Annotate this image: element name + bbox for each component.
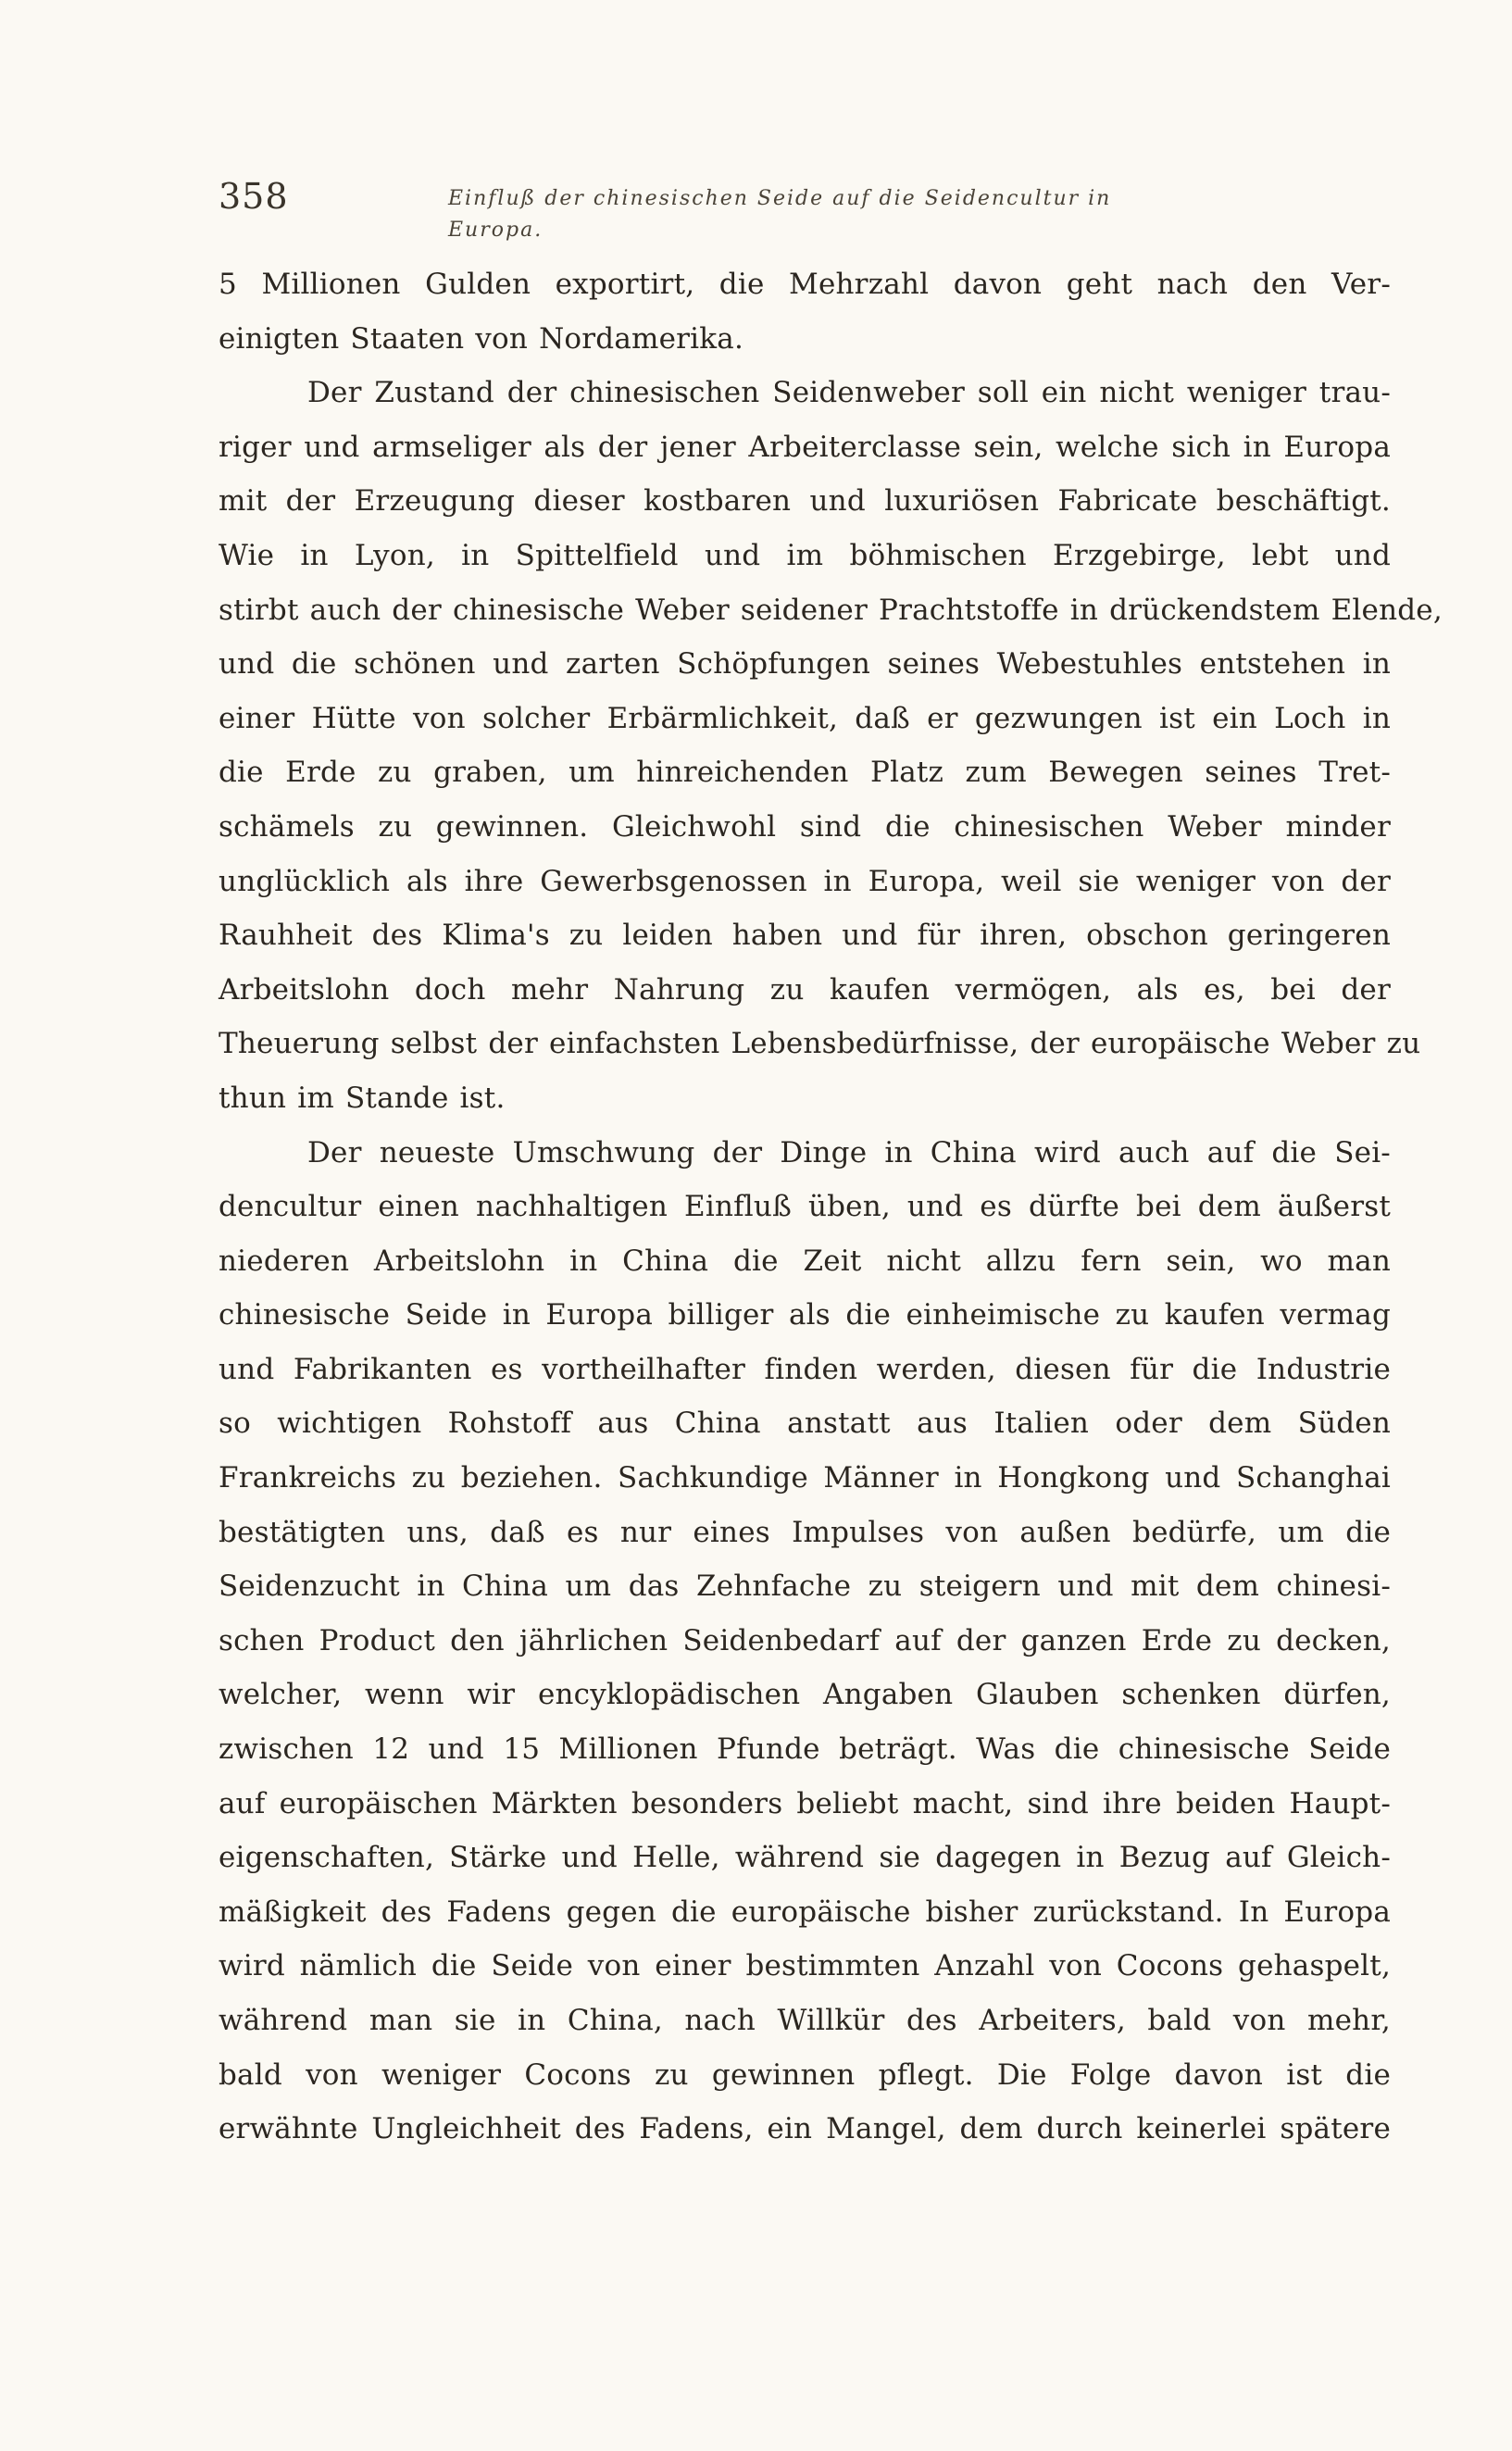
text-line: erwähnte Ungleichheit des Fadens, ein Mangel, dem durch keinerlei spätere xyxy=(219,2112,1391,2146)
text-line: zwischen 12 und 15 Millionen Pfunde beträgt. Was die chinesische Seide xyxy=(219,1732,1391,1767)
text-line: Frankreichs zu beziehen. Sachkundige Männer in Hongkong und Schanghai xyxy=(219,1461,1391,1495)
text-line: unglücklich als ihre Gewerbsgenossen in Europa, weil sie weniger von der xyxy=(219,864,1391,898)
text-line: dencultur einen nachhaltigen Einfluß üben, und es dürfte bei dem äußerst xyxy=(219,1190,1391,1224)
text-line: während man sie in China, nach Willkür des Arbeiters, bald von mehr, xyxy=(219,2004,1391,2037)
text-line: 5 Millionen Gulden exportirt, die Mehrzahl davon geht nach den Ver- xyxy=(219,268,1391,301)
text-line: bald von weniger Cocons zu gewinnen pflegt. Die Folge davon ist die xyxy=(219,2057,1391,2092)
page-header xyxy=(219,174,1200,242)
text-line: chinesische Seide in Europa billiger als die einheimische zu kaufen vermag xyxy=(219,1298,1391,1332)
text-line: eigenschaften, Stärke und Helle, während sie dagegen in Bezug auf Gleich- xyxy=(219,1841,1391,1875)
text-line: mäßigkeit des Fadens gegen die europäische bisher zurückstand. In Europa xyxy=(219,1895,1391,1929)
running-head: Einfluß der chinesischen Seide auf die Seidencultur in Europa. xyxy=(448,187,1112,242)
text-line: schämels zu gewinnen. Gleichwohl sind die chinesischen Weber minder xyxy=(219,809,1391,844)
text-line: niederen Arbeitslohn in China die Zeit nicht allzu fern sein, wo man xyxy=(219,1244,1391,1278)
text-line: einer Hütte von solcher Erbärmlichkeit, daß er gezwungen ist ein Loch in xyxy=(219,701,1391,735)
text-line: auf europäischen Märkten besonders beliebt macht, sind ihre beiden Haupt- xyxy=(219,1786,1391,1820)
text-line: Seidenzucht in China um das Zehnfache zu steigern und mit dem chinesi- xyxy=(219,1569,1391,1604)
text-line: Theuerung selbst der einfachsten Lebensbedürfnisse, der europäische Weber zu xyxy=(219,1027,1421,1061)
text-line: und die schönen und zarten Schöpfungen seines Webestuhles entstehen in xyxy=(219,647,1391,682)
paragraph-first-line: Der neueste Umschwung der Dinge in China wird auch auf die Sei- xyxy=(307,1135,1391,1169)
body-text xyxy=(219,257,1443,2157)
text-line: riger und armseliger als der jener Arbeiterclasse sein, welche sich in Europa xyxy=(219,430,1391,464)
text-line: die Erde zu graben, um hinreichenden Platz zum Bewegen seines Tret- xyxy=(219,756,1391,790)
text-line: bestätigten uns, daß es nur eines Impulses von außen bedürfe, um die xyxy=(219,1515,1391,1549)
text-line: wird nämlich die Seide von einer bestimmten Anzahl von Cocons gehaspelt, xyxy=(219,1949,1391,1983)
text-line: welcher, wenn wir encyklopädischen Angaben Glauben schenken dürfen, xyxy=(219,1678,1391,1712)
text-line: und Fabrikanten es vortheilhafter finden werden, diesen für die Industrie xyxy=(219,1352,1391,1386)
text-line: Arbeitslohn doch mehr Nahrung zu kaufen vermögen, als es, bei der xyxy=(219,972,1391,1007)
text-line: so wichtigen Rohstoff aus China anstatt aus Italien oder dem Süden xyxy=(219,1407,1391,1441)
text-line: schen Product den jährlichen Seidenbedarf auf der ganzen Erde zu decken, xyxy=(219,1623,1391,1657)
text-line: mit der Erzeugung dieser kostbaren und luxuriösen Fabricate beschäftigt. xyxy=(219,484,1391,519)
paragraph-first-line: Der Zustand der chinesischen Seidenweber soll ein nicht weniger trau- xyxy=(307,376,1391,410)
text-line: stirbt auch der chinesische Weber seidener Prachtstoffe in drückendstem Elende, xyxy=(219,593,1443,627)
text-line: Wie in Lyon, in Spittelfield und im böhmischen Erzgebirge, lebt und xyxy=(219,538,1391,572)
page-number: 358 xyxy=(219,176,289,217)
text-line: einigten Staaten von Nordamerika. xyxy=(219,321,744,356)
text-line: Rauhheit des Klima's zu leiden haben und für ihren, obschon geringeren xyxy=(219,919,1391,953)
text-line: thun im Stande ist. xyxy=(219,1081,506,1115)
